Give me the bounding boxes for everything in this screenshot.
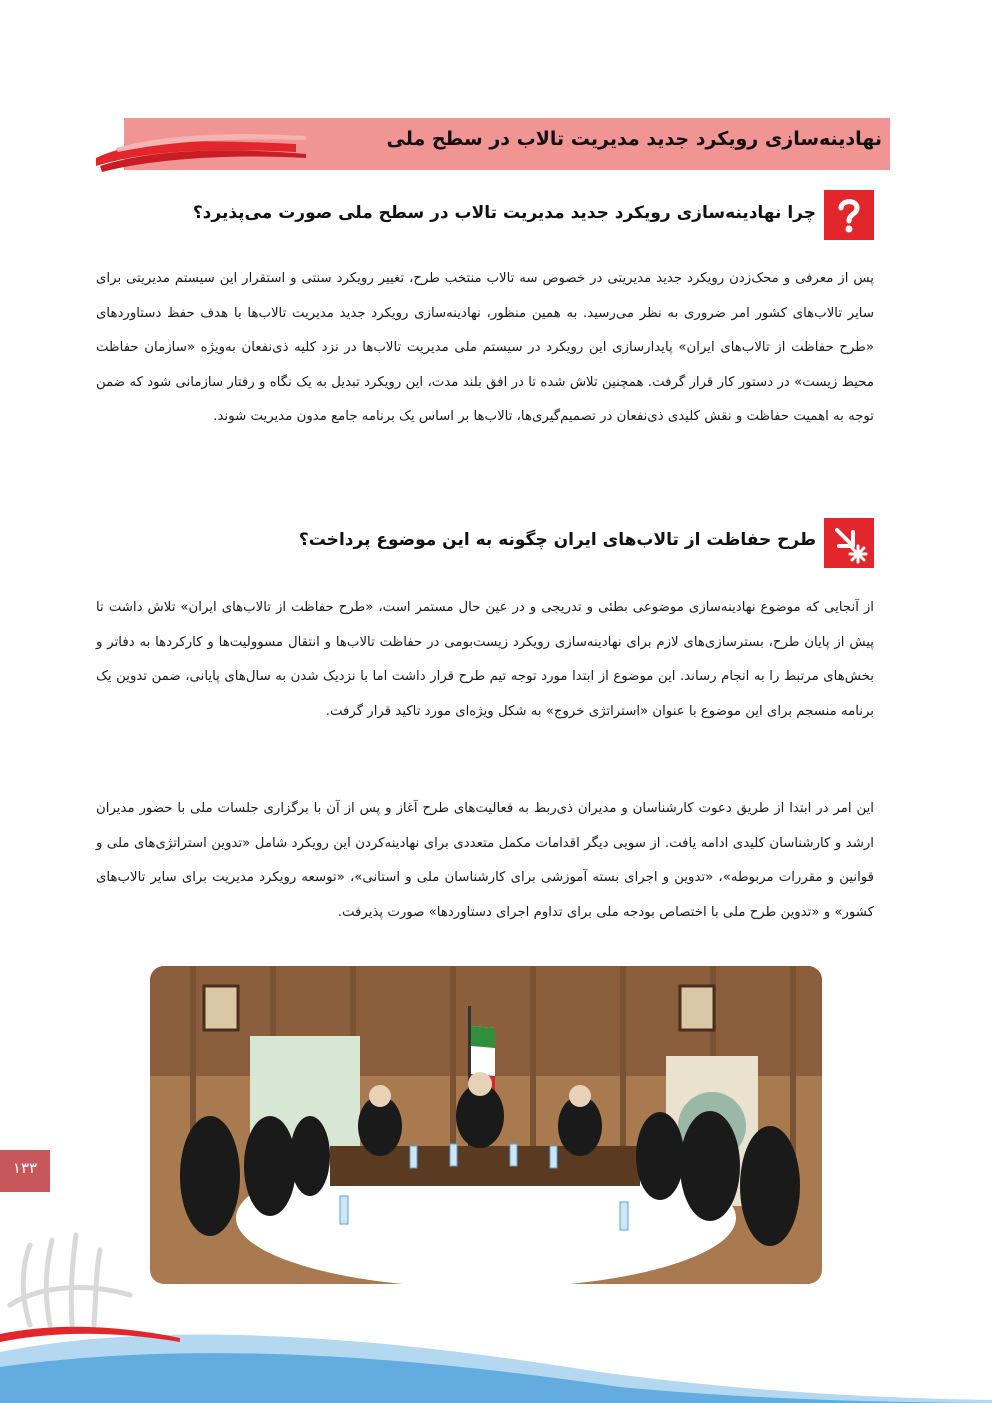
question-mark-icon	[824, 190, 874, 240]
section-banner	[96, 118, 890, 174]
banner-swoosh-decoration	[96, 118, 316, 176]
arrow-burst-icon	[824, 518, 874, 568]
section2-paragraph-2: این امر در ابتدا از طریق دعوت کارشناسان و مدیران ذی‌ربط به فعالیت‌های طرح آغاز و پس از آن با برگزاری جلسات ملی با حضور مدیران ارشد و کارشناسان کلیدی ادامه یافت. از سویی دیگر اقدامات مکمل متعددی برای نهادینه‌کردن این رویکرد شامل «تدوین استراتژی‌های ملی و قوانین و مقررات مربوطه»، «تدوین و اجرای بسته آموزشی برای کارشناسان ملی و استانی»، «توسعه رویکرد مدیریت برای سایر تالاب‌های کشور» و «تدوین طرح ملی با اختصاص بودجه ملی برای تداوم اجرای دستاوردها» صورت پذیرفت.	[96, 801, 874, 920]
page-title: نهادینه‌سازی رویکرد جدید مدیریت تالاب در سطح ملی	[386, 128, 882, 150]
page-number: ۱۳۳	[0, 1150, 50, 1192]
meeting-photo	[150, 966, 822, 1284]
section1-paragraph: پس از معرفی و محک‌زدن رویکرد جدید مدیریتی در خصوص سه تالاب منتخب طرح، تغییر رویکرد سنتی و استقرار این سیستم مدیریتی برای سایر تالاب‌های کشور امر ضروری به نظر می‌رسید. به همین منظور، نهادینه‌سازی رویکرد جدید مدیریت تالاب‌ها با هدف حفظ دستاوردهای «طرح حفاظت از تالاب‌های ایران» پایدارسازی این رویکرد در سیستم ملی مدیریت تالاب‌ها در نزد کلیه ذی‌نفعان به‌ویژه «سازمان حفاظت محیط زیست» در دستور کار قرار گرفت. همچنین تلاش شده تا در افق بلند مدت، این رویکرد تبدیل به یک نگاه و رفتار سازمانی شود که ضمن توجه به اهمیت حفاظت و نقش کلیدی ذی‌نفعان در تصمیم‌گیری‌ها، تالاب‌ها بر اساس یک برنامه جامع مدون مدیریت شوند.	[96, 271, 874, 425]
section2-heading: طرح حفاظت از تالاب‌های ایران چگونه به این موضوع پرداخت؟	[298, 530, 816, 550]
footer-wave-decoration	[0, 1312, 992, 1403]
section1-heading: چرا نهادینه‌سازی رویکرد جدید مدیریت تالاب در سطح ملی صورت می‌پذیرد؟	[192, 203, 816, 223]
section2-paragraph-1: از آنجایی که موضوع نهادینه‌سازی موضوعی بطئی و تدریجی و در عین حال مستمر است، «طرح حفاظت از تالاب‌های ایران» تلاش داشت تا پیش از پایان طرح، بسترسازی‌های لازم برای نهادینه‌سازی رویکرد زیست‌بومی در حفاظت تالاب‌ها و انتقال مسوولیت‌ها و کارکردها به دفاتر و بخش‌های مرتبط را به انجام رساند. این موضوع از ابتدا مورد توجه تیم طرح قرار داشت اما با نزدیک شدن به سال‌های پایانی، ضمن تدوین یک برنامه منسجم برای این موضوع با عنوان «استراتژی خروج» به شکل ویژه‌ای مورد تاکید قرار گرفت.	[96, 600, 874, 719]
